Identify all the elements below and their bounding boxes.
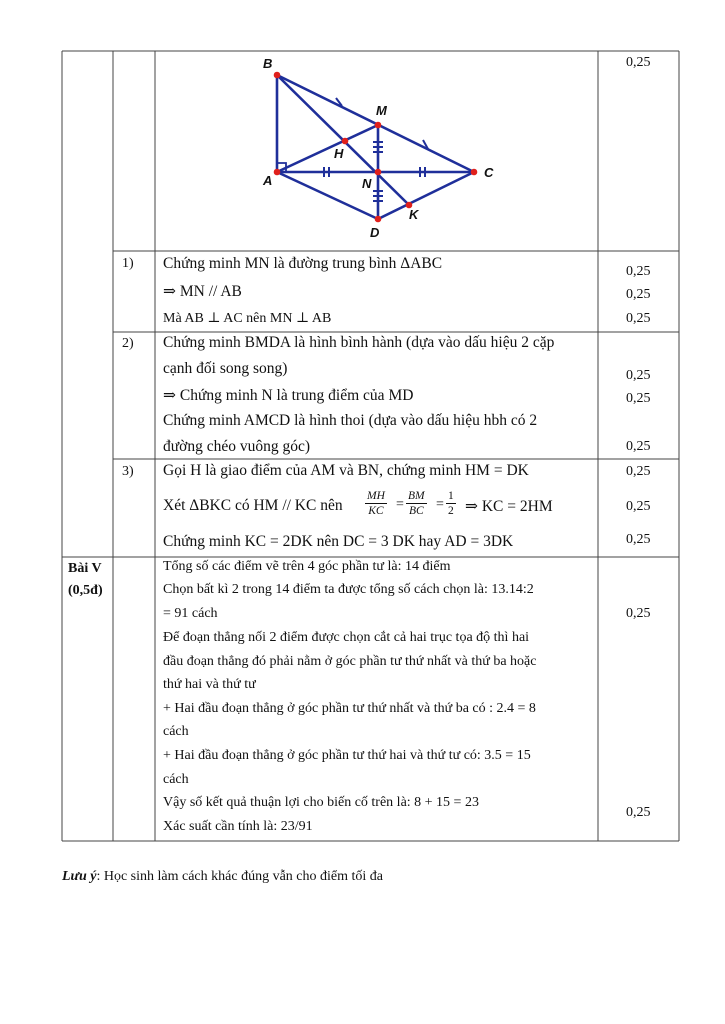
row3-score1: 0,25 bbox=[626, 464, 651, 479]
fraction-mh-kc: $\frac{MH}{KC}$ bbox=[367, 490, 385, 517]
row1-number: 1) bbox=[122, 256, 134, 271]
bai5-line: Xác suất cần tính là: 23/91 bbox=[163, 819, 313, 834]
bai5-line: + Hai đầu đoạn thẳng ở góc phần tư thứ nhất và thứ ba có : 2.4 = 8 bbox=[163, 701, 536, 716]
point-m bbox=[375, 122, 382, 129]
row2-score2: 0,25 bbox=[626, 391, 651, 406]
label-n: N bbox=[362, 176, 372, 191]
label-h: H bbox=[334, 146, 344, 161]
row2-line2: cạnh đối song song) bbox=[163, 360, 288, 377]
bai5-line: Để đoạn thẳng nối 2 điểm được chọn cắt cả hai trục tọa độ thì hai bbox=[163, 630, 530, 645]
bai5-line: đầu đoạn thẳng đó phải nằm ở góc phần tư thứ nhất và thứ ba hoặc bbox=[163, 654, 537, 669]
bai5-line: = 91 cách bbox=[163, 606, 218, 621]
label-d: D bbox=[370, 225, 380, 240]
row1-line1: Chứng minh MN là đường trung bình ΔABC bbox=[163, 255, 443, 272]
label-b: B bbox=[263, 56, 273, 71]
row3-score2: 0,25 bbox=[626, 499, 651, 514]
row3-line1: Gọi H là giao điểm của AM và BN, chứng minh HM = DK bbox=[163, 462, 529, 479]
row1-score2: 0,25 bbox=[626, 287, 651, 302]
row2-line4: Chứng minh AMCD là hình thoi (dựa vào dấu hiệu hbh có 2 bbox=[163, 412, 538, 429]
row3-score3: 0,25 bbox=[626, 532, 651, 547]
row3-line2-end: ⇒ KC = 2HM bbox=[465, 498, 553, 515]
equals-sign-2: = bbox=[436, 497, 444, 512]
row2-score3: 0,25 bbox=[626, 439, 651, 454]
row2-score1: 0,25 bbox=[626, 368, 651, 383]
bai5-line: Tổng số các điểm vẽ trên 4 góc phần tư là: 14 điểm bbox=[163, 559, 451, 574]
bai5-score1: 0,25 bbox=[626, 606, 651, 621]
point-d bbox=[375, 216, 382, 223]
point-c bbox=[471, 169, 478, 176]
bai5-line: + Hai đầu đoạn thẳng ở góc phần tư thứ hai và thứ tư có: 3.5 = 15 bbox=[163, 748, 531, 763]
label-m: M bbox=[376, 103, 387, 118]
footnote-label: Lưu ý bbox=[62, 869, 97, 884]
label-c: C bbox=[484, 165, 494, 180]
row1-line2: ⇒ MN // AB bbox=[163, 283, 242, 300]
bai5-line: Vậy số kết quả thuận lợi cho biến cố trên là: 8 + 15 = 23 bbox=[163, 795, 479, 810]
row3-number: 3) bbox=[122, 464, 134, 479]
row3-line3: Chứng minh KC = 2DK nên DC = 3 DK hay AD = 3DK bbox=[163, 533, 514, 550]
point-a bbox=[274, 169, 281, 176]
row3-line2-start: Xét ΔBKC có HM // KC nên bbox=[163, 497, 343, 514]
row1-line3: Mà AB ⊥ AC nên MN ⊥ AB bbox=[163, 311, 332, 326]
label-a: A bbox=[263, 173, 273, 188]
fraction-1-2: $\frac{1}{2}$ bbox=[448, 490, 454, 517]
row2-line3: ⇒ Chứng minh N là trung điểm của MD bbox=[163, 387, 414, 404]
row2-line5: đường chéo vuông góc) bbox=[163, 438, 311, 455]
fraction-bm-bc: $\frac{BM}{BC}$ bbox=[408, 490, 425, 517]
bai5-line: Chọn bất kì 2 trong 14 điểm ta được tổng số cách chọn là: 13.14:2 bbox=[163, 582, 534, 597]
point-b bbox=[274, 72, 281, 79]
label-k: K bbox=[409, 207, 419, 222]
row1-score3: 0,25 bbox=[626, 311, 651, 326]
row1-score1: 0,25 bbox=[626, 264, 651, 279]
row2-number: 2) bbox=[122, 336, 134, 351]
bai5-points: (0,5đ) bbox=[68, 583, 103, 598]
bai5-line: cách bbox=[163, 772, 189, 787]
point-n bbox=[375, 169, 382, 176]
bai5-line: thứ hai và thứ tư bbox=[163, 677, 256, 692]
footnote bbox=[62, 869, 383, 885]
bai5-line: cách bbox=[163, 724, 189, 739]
geometry-figure bbox=[0, 0, 725, 260]
row2-line1: Chứng minh BMDA là hình bình hành (dựa vào dấu hiệu 2 cặp bbox=[163, 334, 555, 351]
equals-sign-1: = bbox=[396, 497, 404, 512]
bai5-score2: 0,25 bbox=[626, 805, 651, 820]
point-h bbox=[342, 138, 349, 145]
figure-score: 0,25 bbox=[626, 55, 651, 70]
footnote-text: : Học sinh làm cách khác đúng vẫn cho điểm tối đa bbox=[96, 869, 383, 884]
bai5-title: Bài V bbox=[68, 561, 102, 576]
